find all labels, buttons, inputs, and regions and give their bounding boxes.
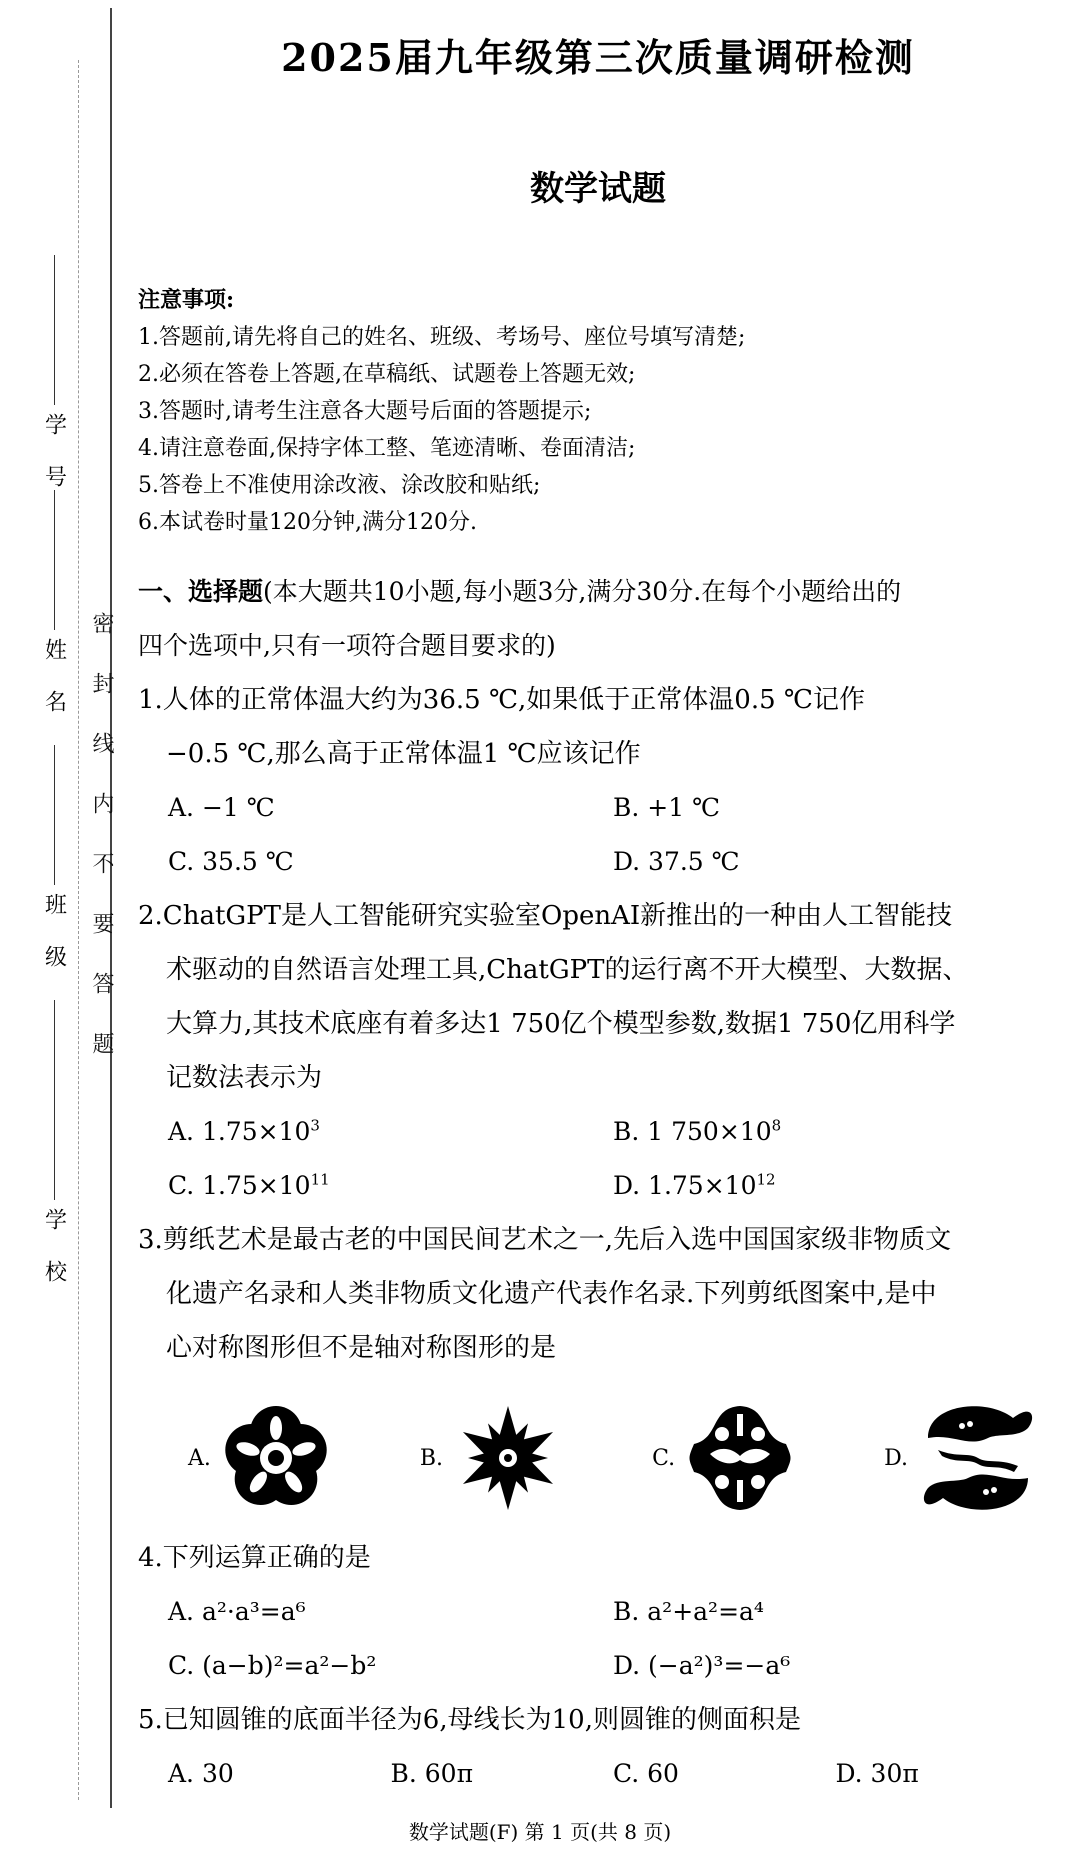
figure-label-a: A. (188, 1445, 211, 1471)
name-label: 姓名 (41, 638, 67, 742)
option-d[interactable]: D. 30π (835, 1759, 919, 1788)
option-a-base: A. 1.75×10 (168, 1117, 311, 1146)
option-c[interactable]: C. 60 (613, 1759, 679, 1788)
exam-title: 2025届九年级第三次质量调研检测 (281, 35, 915, 80)
option-b[interactable]: B. +1 ℃ (613, 793, 721, 822)
name-field[interactable] (42, 490, 66, 750)
option-c[interactable]: C. 35.5 ℃ (168, 847, 294, 876)
question-4-stem: 4.下列运算正确的是 (138, 1543, 371, 1573)
question-2-line: 2.ChatGPT是人工智能研究实验室OpenAI新推出的一种由人工智能技 (138, 901, 953, 931)
option-d[interactable]: D. 37.5 ℃ (613, 847, 740, 876)
paper-cut-star-flower-icon (453, 1403, 563, 1513)
class-field[interactable] (42, 745, 66, 1005)
option-b-exponent: 8 (771, 1116, 782, 1135)
seal-dashed-line (78, 60, 79, 1800)
student-id-label: 学号 (41, 413, 67, 517)
section-heading: 一、选择题 (138, 577, 264, 606)
question-3-figures (138, 1375, 1058, 1531)
student-id-underline (54, 255, 55, 405)
figure-option-a[interactable] (188, 1403, 331, 1513)
figure-label-d: D. (884, 1445, 908, 1471)
question-5-stem: 5.已知圆锥的底面半径为6,母线长为10,则圆锥的侧面积是 (138, 1705, 801, 1735)
option-a[interactable]: A. −1 ℃ (168, 793, 275, 822)
question-5 (138, 1693, 1058, 1747)
figure-label-b: B. (419, 1445, 444, 1471)
school-underline (54, 1000, 55, 1200)
option-c-base: C. 1.75×10 (168, 1171, 311, 1200)
question-1 (138, 673, 1058, 781)
section-desc-cont: 四个选项中,只有一项符合题目要求的) (138, 631, 556, 660)
option-b[interactable] (613, 1105, 1058, 1159)
school-label: 学校 (41, 1208, 67, 1312)
question-4-options (138, 1585, 1058, 1693)
class-label: 班级 (41, 893, 67, 997)
binding-strip (0, 0, 120, 1856)
question-3 (138, 1213, 1058, 1375)
question-3-line: 3.剪纸艺术是最古老的中国民间艺术之一,先后入选中国国家级非物质文 (138, 1225, 952, 1255)
question-1-options (138, 781, 1058, 889)
question-1-line: 1.人体的正常体温大约为36.5 ℃,如果低于正常体温0.5 ℃记作 (138, 685, 866, 715)
section-choice (138, 565, 1058, 673)
option-c[interactable]: C. (a−b)²=a²−b² (168, 1651, 377, 1680)
paper-cut-flower-icon (221, 1403, 331, 1513)
question-2-line: 大算力,其技术底座有着多达1 750亿个模型参数,数据1 750亿用科学 (166, 1009, 956, 1039)
option-a[interactable]: A. 30 (168, 1759, 234, 1788)
option-b[interactable]: B. a²+a²=a⁴ (613, 1597, 764, 1626)
school-field[interactable] (42, 1000, 66, 1320)
notice-item: 6.本试卷时量120分钟,满分120分. (138, 510, 477, 535)
option-a[interactable]: A. a²·a³=a⁶ (168, 1597, 306, 1626)
option-d[interactable] (613, 1159, 1058, 1213)
option-c-exponent: 11 (310, 1170, 330, 1189)
figure-label-c: C. (652, 1445, 676, 1471)
section-desc: (本大题共10小题,每小题3分,满分30分.在每个小题给出的 (263, 577, 902, 606)
figure-option-c[interactable] (652, 1403, 795, 1513)
notice-item: 3.答题时,请考生注意各大题号后面的答题提示; (138, 399, 592, 424)
question-3-line: 化遗产名录和人类非物质文化遗产代表作名录.下列剪纸图案中,是中 (166, 1279, 937, 1309)
student-id-field[interactable] (42, 255, 66, 525)
class-underline (54, 745, 55, 885)
exam-subtitle: 数学试题 (530, 169, 666, 209)
option-c[interactable] (168, 1159, 613, 1213)
option-d[interactable]: D. (−a²)³=−a⁶ (613, 1651, 791, 1680)
question-2-line: 记数法表示为 (166, 1063, 323, 1093)
figure-option-d[interactable] (884, 1398, 1038, 1518)
name-underline (54, 490, 55, 630)
notice-item: 1.答题前,请先将自己的姓名、班级、考场号、座位号填写清楚; (138, 325, 746, 350)
paper-cut-butterfly-icon (918, 1398, 1038, 1518)
notice-item: 4.请注意卷面,保持字体工整、笔迹清晰、卷面清洁; (138, 436, 636, 461)
option-d-base: D. 1.75×10 (613, 1171, 757, 1200)
question-5-options (138, 1747, 1058, 1801)
option-d-exponent: 12 (756, 1170, 776, 1189)
notice-block (138, 282, 1058, 541)
question-3-line: 心对称图形但不是轴对称图形的是 (166, 1333, 557, 1363)
main-content (138, 28, 1058, 1801)
paper-cut-ornament-icon (685, 1403, 795, 1513)
question-2 (138, 889, 1058, 1105)
notice-heading: 注意事项: (138, 287, 235, 313)
question-2-line: 术驱动的自然语言处理工具,ChatGPT的运行离不开大模型、大数据、 (166, 955, 969, 985)
question-1-line: −0.5 ℃,那么高于正常体温1 ℃应该记作 (166, 739, 641, 769)
page-footer: 数学试题(F) 第 1 页(共 8 页) (408, 1820, 672, 1844)
option-b[interactable]: B. 60π (390, 1759, 474, 1788)
question-2-options (138, 1105, 1058, 1213)
notice-item: 5.答卷上不准使用涂改液、涂改胶和贴纸; (138, 473, 541, 498)
option-a-exponent: 3 (310, 1116, 320, 1135)
notice-item: 2.必须在答卷上答题,在草稿纸、试题卷上答题无效; (138, 362, 636, 387)
figure-option-b[interactable] (420, 1403, 563, 1513)
option-b-base: B. 1 750×10 (613, 1117, 772, 1146)
question-4 (138, 1531, 1058, 1585)
seal-warning: 密封线内不要答题 (89, 612, 114, 1092)
option-a[interactable] (168, 1105, 613, 1159)
